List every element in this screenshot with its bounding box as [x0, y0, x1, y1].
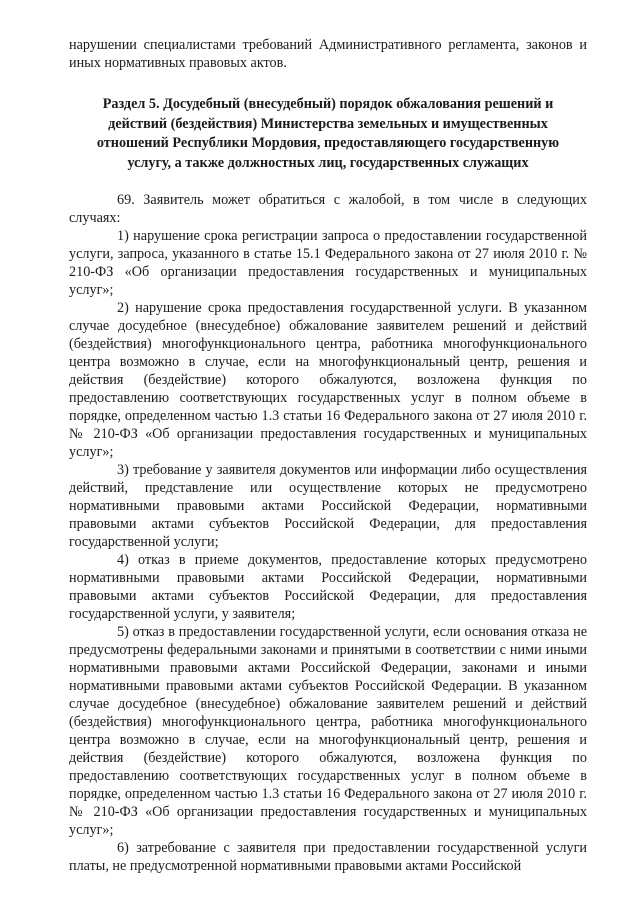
paragraph-69: 69. Заявитель может обратиться с жалобой, в том числе в следующих случаях: [69, 192, 587, 226]
list-item-6: 6) затребование с заявителя при предоставлении государственной услуги платы, не предусмотренной нормативными правовыми актами Российской [69, 840, 587, 874]
document-page [69, 36, 587, 875]
list-item-3: 3) требование у заявителя документов или информации либо осуществления действий, представление или осуществление которых не предусмотрено нормативными правовыми актами Российской Федерации, нормативными правовыми актами субъектов Российской Федерации, для предоставления государственной услуги; [69, 462, 587, 550]
section-heading: Раздел 5. Досудебный (внесудебный) порядок обжалования решений и действий (бездействия) Министерства земельных и имущественных отношений Республики Мордовия, предоставляющего государственную услугу, а также должностных лиц, государственных служащих [96, 96, 560, 171]
list-item-2: 2) нарушение срока предоставления государственной услуги. В указанном случае досудебное (внесудебное) обжалование заявителем решений и действий (бездействия) многофункционального центра, работника многофункционального центра возможно в случае, если на многофункциональный центр, решения и действия (бездействие) которого обжалуются, возложена функция по предоставлению соответствующих государственных услуг в полном объеме в порядке, определенном частью 1.3 статьи 16 Федерального закона от 27 июля 2010 г. № 210-ФЗ «Об организации предоставления государственных и муниципальных услуг»; [69, 300, 587, 460]
list-item-1: 1) нарушение срока регистрации запроса о предоставлении государственной услуги, запроса, указанного в статье 15.1 Федерального закона от 27 июля 2010 г. № 210-ФЗ «Об организации предоставления государственных и муниципальных услуг»; [69, 228, 587, 298]
list-item-5: 5) отказ в предоставлении государственной услуги, если основания отказа не предусмотрены федеральными законами и принятыми в соответствии с ними иными нормативными правовыми актами Российской Федерации, законами и иными нормативными правовыми актами субъектов Российской Федерации. В указанном случае досудебное (внесудебное) обжалование заявителем решений и действий (бездействия) многофункционального центра, работника многофункционального центра возможно в случае, если на многофункциональный центр, решения и действия (бездействие) которого обжалуются, возложена функция по предоставлению соответствующих государственных услуг в полном объеме в порядке, определенном частью 1.3 статьи 16 Федерального закона от 27 июля 2010 г. № 210-ФЗ «Об организации предоставления государственных и муниципальных услуг»; [69, 624, 587, 838]
intro-paragraph: нарушении специалистами требований Административного регламента, законов и иных нормативных правовых актов. [69, 37, 587, 71]
list-item-4: 4) отказ в приеме документов, предоставление которых предусмотрено нормативными правовыми актами Российской Федерации, нормативными правовыми актами субъектов Российской Федерации, для предоставления государственной услуги, у заявителя; [69, 552, 587, 622]
